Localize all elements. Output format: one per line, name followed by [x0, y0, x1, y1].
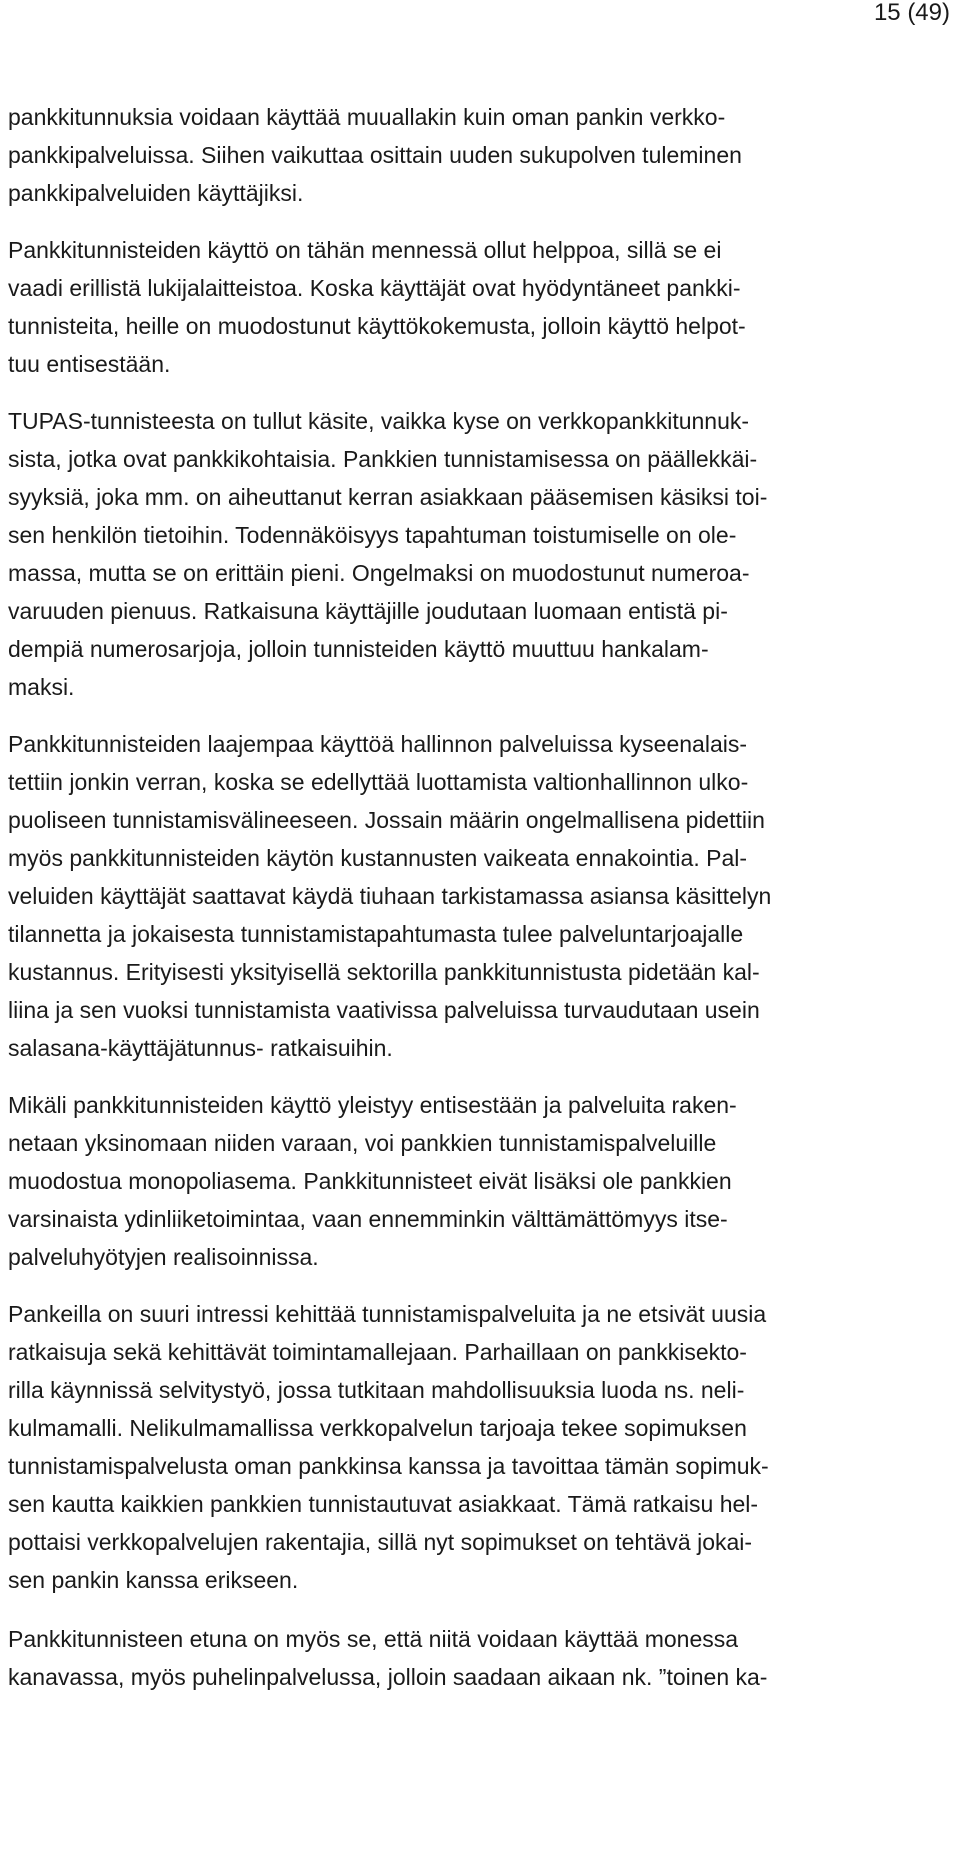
- text-line: salasana-käyttäjätunnus- ratkaisuihin.: [8, 1035, 393, 1061]
- text-line: ratkaisuja sekä kehittävät toimintamallejaan. Parhaillaan on pankkisekto-: [8, 1339, 747, 1365]
- page-number: 15 (49): [873, 0, 950, 26]
- text-line: pankkitunnuksia voidaan käyttää muuallakin kuin oman pankin verkko-: [8, 104, 726, 130]
- text-line: Pankkitunnisteiden laajempaa käyttöä hallinnon palveluissa kyseenalais-: [8, 731, 748, 757]
- text-line: Mikäli pankkitunnisteiden käyttö yleistyy entisestään ja palveluita raken-: [8, 1092, 737, 1118]
- text-line: tunnisteita, heille on muodostunut käyttökokemusta, jolloin käyttö helpot-: [8, 313, 746, 339]
- text-line: muodostua monopoliasema. Pankkitunnisteet eivät lisäksi ole pankkien: [8, 1168, 732, 1194]
- text-line: Pankeilla on suuri intressi kehittää tunnistamispalveluita ja ne etsivät uusia: [8, 1301, 767, 1327]
- text-line: vaadi erillistä lukijalaitteistoa. Koska käyttäjät ovat hyödyntäneet pankki-: [8, 275, 741, 301]
- text-line: myös pankkitunnisteiden käytön kustannusten vaikeata ennakointia. Pal-: [8, 845, 748, 871]
- text-line: pottaisi verkkopalvelujen rakentajia, sillä nyt sopimukset on tehtävä jokai-: [8, 1529, 753, 1555]
- text-line: dempiä numerosarjoja, jolloin tunnisteiden käyttö muuttuu hankalam-: [8, 636, 709, 662]
- text-line: tuu entisestään.: [8, 351, 171, 377]
- text-line: sen kautta kaikkien pankkien tunnistautuvat asiakkaat. Tämä ratkaisu hel-: [8, 1491, 759, 1517]
- text-line: puoliseen tunnistamisvälineeseen. Jossain määrin ongelmallisena pidettiin: [8, 807, 765, 833]
- text-line: liina ja sen vuoksi tunnistamista vaativissa palveluissa turvaudutaan usein: [8, 997, 760, 1023]
- text-line: massa, mutta se on erittäin pieni. Ongelmaksi on muodostunut numeroa-: [8, 560, 750, 586]
- text-line: sista, jotka ovat pankkikohtaisia. Pankkien tunnistamisessa on päällekkäi-: [8, 446, 758, 472]
- text-line: kanavassa, myös puhelinpalvelussa, jolloin saadaan aikaan nk. ”toinen ka-: [8, 1664, 768, 1690]
- text-line: pankkipalveluissa. Siihen vaikuttaa osittain uuden sukupolven tuleminen: [8, 142, 742, 168]
- text-line: palveluhyötyjen realisoinnissa.: [8, 1244, 319, 1270]
- text-line: Pankkitunnisteiden käyttö on tähän mennessä ollut helppoa, sillä se ei: [8, 237, 722, 263]
- text-line: tunnistamispalvelusta oman pankkinsa kanssa ja tavoittaa tämän sopimuk-: [8, 1453, 769, 1479]
- text-line: rilla käynnissä selvitystyö, jossa tutkitaan mahdollisuuksia luoda ns. neli-: [8, 1377, 745, 1403]
- text-line: TUPAS-tunnisteesta on tullut käsite, vaikka kyse on verkkopankkitunnuk-: [8, 408, 750, 434]
- text-line: varuuden pienuus. Ratkaisuna käyttäjille joudutaan luomaan entistä pi-: [8, 598, 728, 624]
- text-line: tilannetta ja jokaisesta tunnistamistapahtumasta tulee palveluntarjoajalle: [8, 921, 744, 947]
- text-line: varsinaista ydinliiketoimintaa, vaan ennemminkin välttämättömyys itse-: [8, 1206, 728, 1232]
- text-line: kulmamalli. Nelikulmamallissa verkkopalvelun tarjoaja tekee sopimuksen: [8, 1415, 747, 1441]
- text-line: sen pankin kanssa erikseen.: [8, 1567, 299, 1593]
- text-line: netaan yksinomaan niiden varaan, voi pankkien tunnistamispalveluille: [8, 1130, 717, 1156]
- text-line: maksi.: [8, 674, 75, 700]
- text-line: sen henkilön tietoihin. Todennäköisyys tapahtuman toistumiselle on ole-: [8, 522, 737, 548]
- text-line: pankkipalveluiden käyttäjiksi.: [8, 180, 304, 206]
- text-line: kustannus. Erityisesti yksityisellä sektorilla pankkitunnistusta pidetään kal-: [8, 959, 760, 985]
- text-line: Pankkitunnisteen etuna on myös se, että niitä voidaan käyttää monessa: [8, 1626, 739, 1652]
- text-line: veluiden käyttäjät saattavat käydä tiuhaan tarkistamassa asiansa käsittelyn: [8, 883, 772, 909]
- text-line: tettiin jonkin verran, koska se edellyttää luottamista valtionhallinnon ulko-: [8, 769, 749, 795]
- text-line: syyksiä, joka mm. on aiheuttanut kerran asiakkaan pääsemisen käsiksi toi-: [8, 484, 768, 510]
